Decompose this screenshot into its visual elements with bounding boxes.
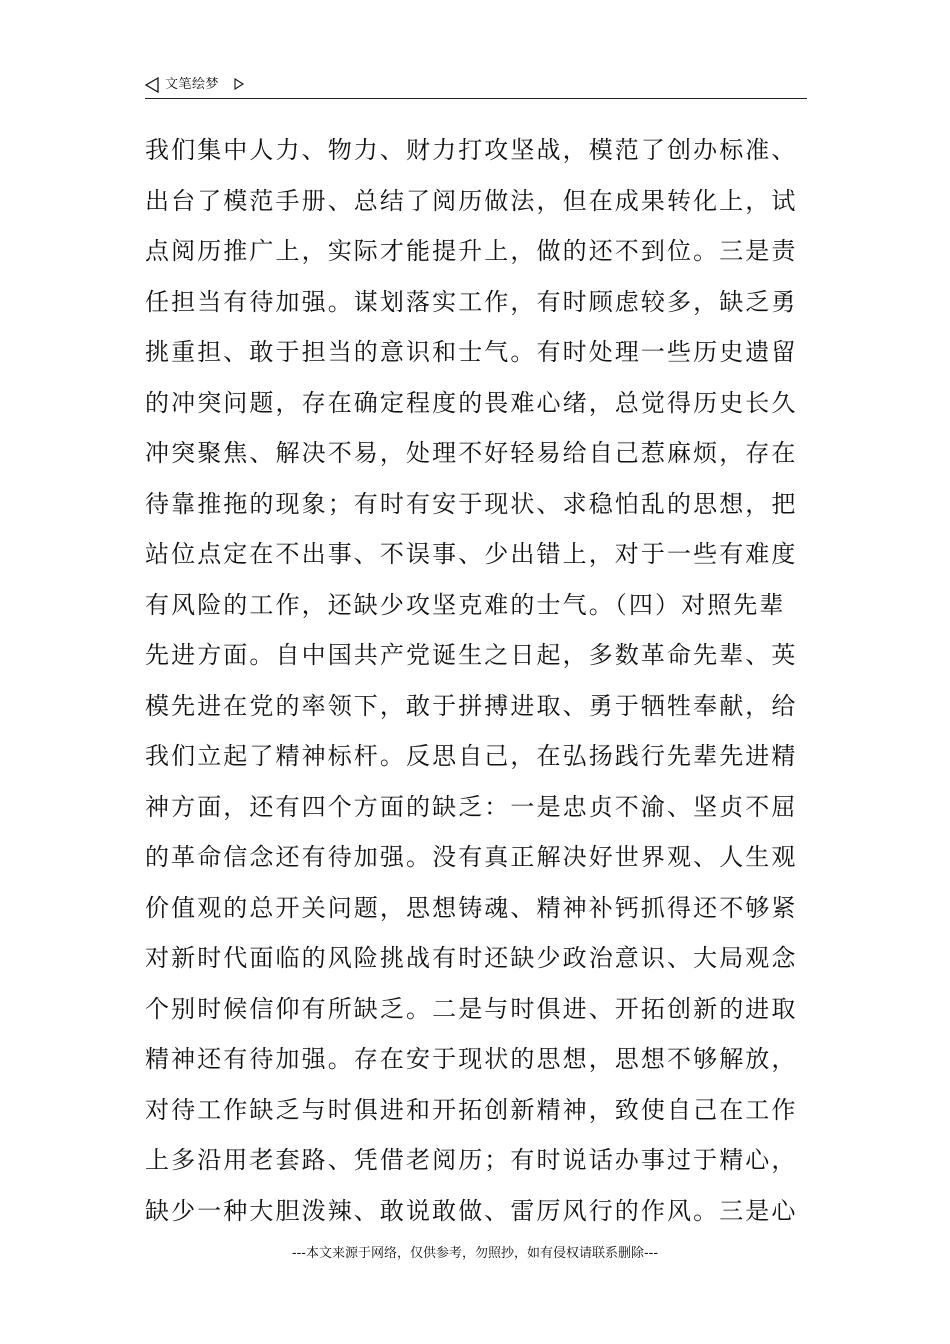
header-title: 文笔绘梦: [165, 77, 220, 92]
text-line: 冲突聚焦、解决不易，处理不好轻易给自己惹麻烦，存在: [145, 439, 798, 467]
text-line: 有风险的工作，还缺少攻坚克难的士气。（四）对照先辈: [145, 590, 786, 619]
page-header: [145, 74, 807, 99]
text-line: 价值观的总开关问题，思想铸魂、精神补钙抓得还不够紧: [145, 893, 798, 922]
text-line: 神方面，还有四个方面的缺乏：一是忠贞不渝、坚贞不屈: [145, 792, 798, 821]
text-line: 对新时代面临的风险挑战有时还缺少政治意识、大局观念: [145, 944, 798, 972]
text-line: 我们集中人力、物力、财力打攻坚战，模范了创办标准、: [145, 136, 798, 164]
text-line: 出台了模范手册、总结了阅历做法，但在成果转化上，试: [145, 186, 798, 215]
triangle-left-outline-icon: [145, 77, 159, 93]
text-line: 模先进在党的率领下，敢于拼搏进取、勇于牺牲奉献，给: [145, 691, 798, 720]
text-line: 挑重担、敢于担当的意识和士气。有时处理一些历史遗留: [145, 338, 798, 366]
text-line: 缺少一种大胆泼辣、敢说敢做、雷厉风行的作风。三是心: [145, 1196, 798, 1225]
text-line: 精神还有待加强。存在安于现状的思想，思想不够解放，: [145, 1045, 798, 1073]
text-line: 的革命信念还有待加强。没有真正解决好世界观、人生观: [145, 843, 798, 871]
text-line: 的冲突问题，存在确定程度的畏难心绪，总觉得历史长久: [145, 388, 798, 417]
text-line: 个别时候信仰有所缺乏。二是与时俱进、开拓创新的进取: [145, 994, 798, 1023]
text-line: 对待工作缺乏与时俱进和开拓创新精神，致使自己在工作: [145, 1095, 798, 1124]
text-line: 站位点定在不出事、不误事、少出错上，对于一些有难度: [145, 540, 798, 568]
text-line: 先进方面。自中国共产党诞生之日起，多数革命先辈、英: [145, 641, 798, 669]
document-body: [145, 125, 807, 1236]
text-line: 上多沿用老套路、凭借老阅历；有时说话办事过于精心，: [145, 1146, 798, 1174]
page-footer: ---本文来源于网络，仅供参考，勿照抄，如有侵权请联系删除---: [291, 1246, 659, 1261]
triangle-right-outline-icon: [234, 78, 244, 90]
text-line: 点阅历推广上，实际才能提升上，做的还不到位。三是责: [145, 237, 798, 265]
text-line: 待靠推拖的现象；有时有安于现状、求稳怕乱的思想，把: [145, 489, 798, 518]
text-line: 我们立起了精神标杆。反思自己，在弘扬践行先辈先进精: [145, 742, 798, 770]
text-line: 任担当有待加强。谋划落实工作，有时顾虑较多，缺乏勇: [145, 287, 798, 316]
